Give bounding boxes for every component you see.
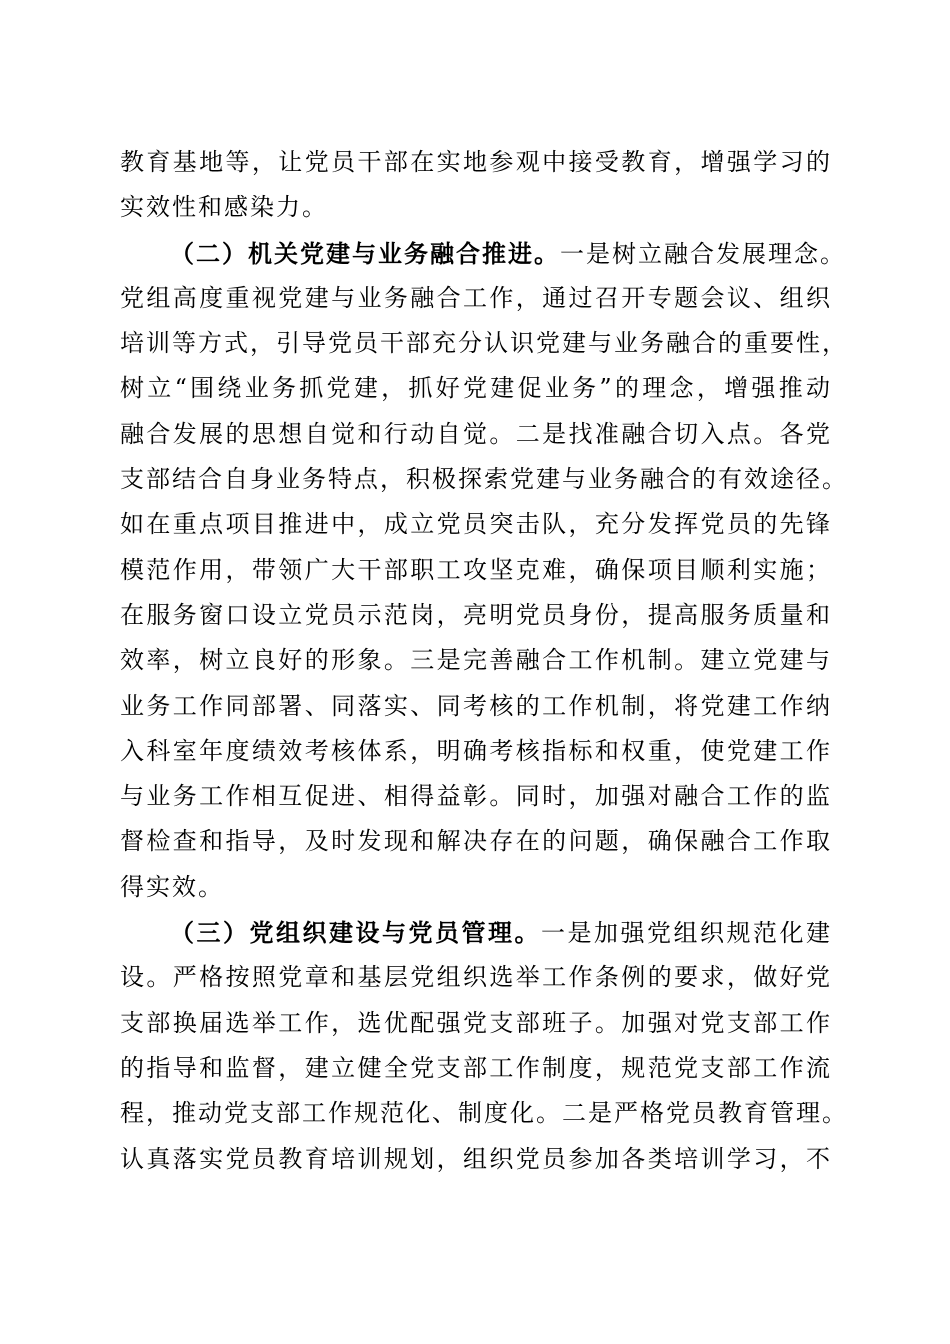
text-run: 树立“围绕业务抓党建，抓好党建促业务”的理念，增强推动 — [120, 374, 832, 403]
text-run: 党组高度重视党建与业务融合工作，通过召开专题会议、组织 — [120, 283, 832, 312]
text-line — [120, 366, 832, 411]
text-line — [120, 502, 832, 547]
text-run: 支部结合自身业务特点，积极探索党建与业务融合的有效途径。 — [120, 465, 848, 494]
section-heading-line — [120, 231, 846, 276]
text-line — [120, 774, 832, 819]
text-line — [120, 638, 832, 683]
text-run: 模范作用，带领广大干部职工攻坚克难，确保项目顺利实施； — [120, 555, 832, 584]
text-run: 在服务窗口设立党员示范岗，亮明党员身份，提高服务质量和 — [120, 600, 832, 629]
text-run: 一是加强党组织规范化建 — [541, 919, 832, 948]
text-run: 认真落实党员教育培训规划，组织党员参加各类培训学习，不 — [120, 1144, 832, 1173]
text-line — [120, 548, 832, 593]
text-line — [120, 865, 832, 910]
text-line — [120, 729, 832, 774]
text-run: 教育基地等，让党员干部在实地参观中接受教育，增强学习的 — [120, 148, 832, 176]
text-run: 入科室年度绩效考核体系，明确考核指标和权重，使党建工作 — [120, 736, 832, 765]
text-line — [120, 593, 832, 638]
text-line — [120, 412, 832, 457]
text-run: 如在重点项目推进中，成立党员突击队，充分发挥党员的先锋 — [120, 510, 832, 539]
text-run: 业务工作同部署、同落实、同考核的工作机制，将党建工作纳 — [120, 691, 832, 720]
text-run: 支部换届选举工作，选优配强党支部班子。加强对党支部工作 — [120, 1008, 832, 1037]
document-body — [120, 140, 848, 1182]
text-run: 效率，树立良好的形象。三是完善融合工作机制。建立党建与 — [120, 646, 832, 675]
text-line — [120, 1046, 832, 1091]
text-line — [120, 1091, 848, 1136]
text-line — [120, 684, 832, 729]
text-run: 得实效。 — [120, 872, 224, 901]
text-line — [120, 955, 832, 1000]
text-run: 的指导和监督，建立健全党支部工作制度，规范党支部工作流 — [120, 1053, 832, 1082]
text-run: 融合发展的思想自觉和行动自觉。二是找准融合切入点。各党 — [120, 419, 832, 448]
text-line — [120, 457, 848, 502]
section-heading-line — [120, 910, 832, 955]
text-line — [120, 819, 832, 864]
text-run: 培训等方式，引导党员干部充分认识党建与业务融合的重要性， — [120, 329, 848, 358]
text-line — [120, 140, 832, 185]
text-run: 督检查和指导，及时发现和解决存在的问题，确保融合工作取 — [120, 827, 832, 856]
text-run: 设。严格按照党章和基层党组织选举工作条例的要求，做好党 — [120, 963, 832, 992]
text-line — [120, 276, 832, 321]
text-line — [120, 321, 848, 366]
text-run: 与业务工作相互促进、相得益彰。同时，加强对融合工作的监 — [120, 782, 832, 811]
text-run: 程，推动党支部工作规范化、制度化。二是严格党员教育管理。 — [120, 1099, 848, 1128]
section-heading: （三）党组织建设与党员管理。 — [170, 918, 541, 948]
text-run: 实效性和感染力。 — [120, 193, 328, 222]
text-run: 一是树立融合发展理念。 — [560, 239, 846, 268]
section-heading: （二）机关党建与业务融合推进。 — [170, 238, 560, 268]
text-line — [120, 185, 832, 230]
text-line — [120, 1137, 832, 1182]
text-line — [120, 1001, 832, 1046]
